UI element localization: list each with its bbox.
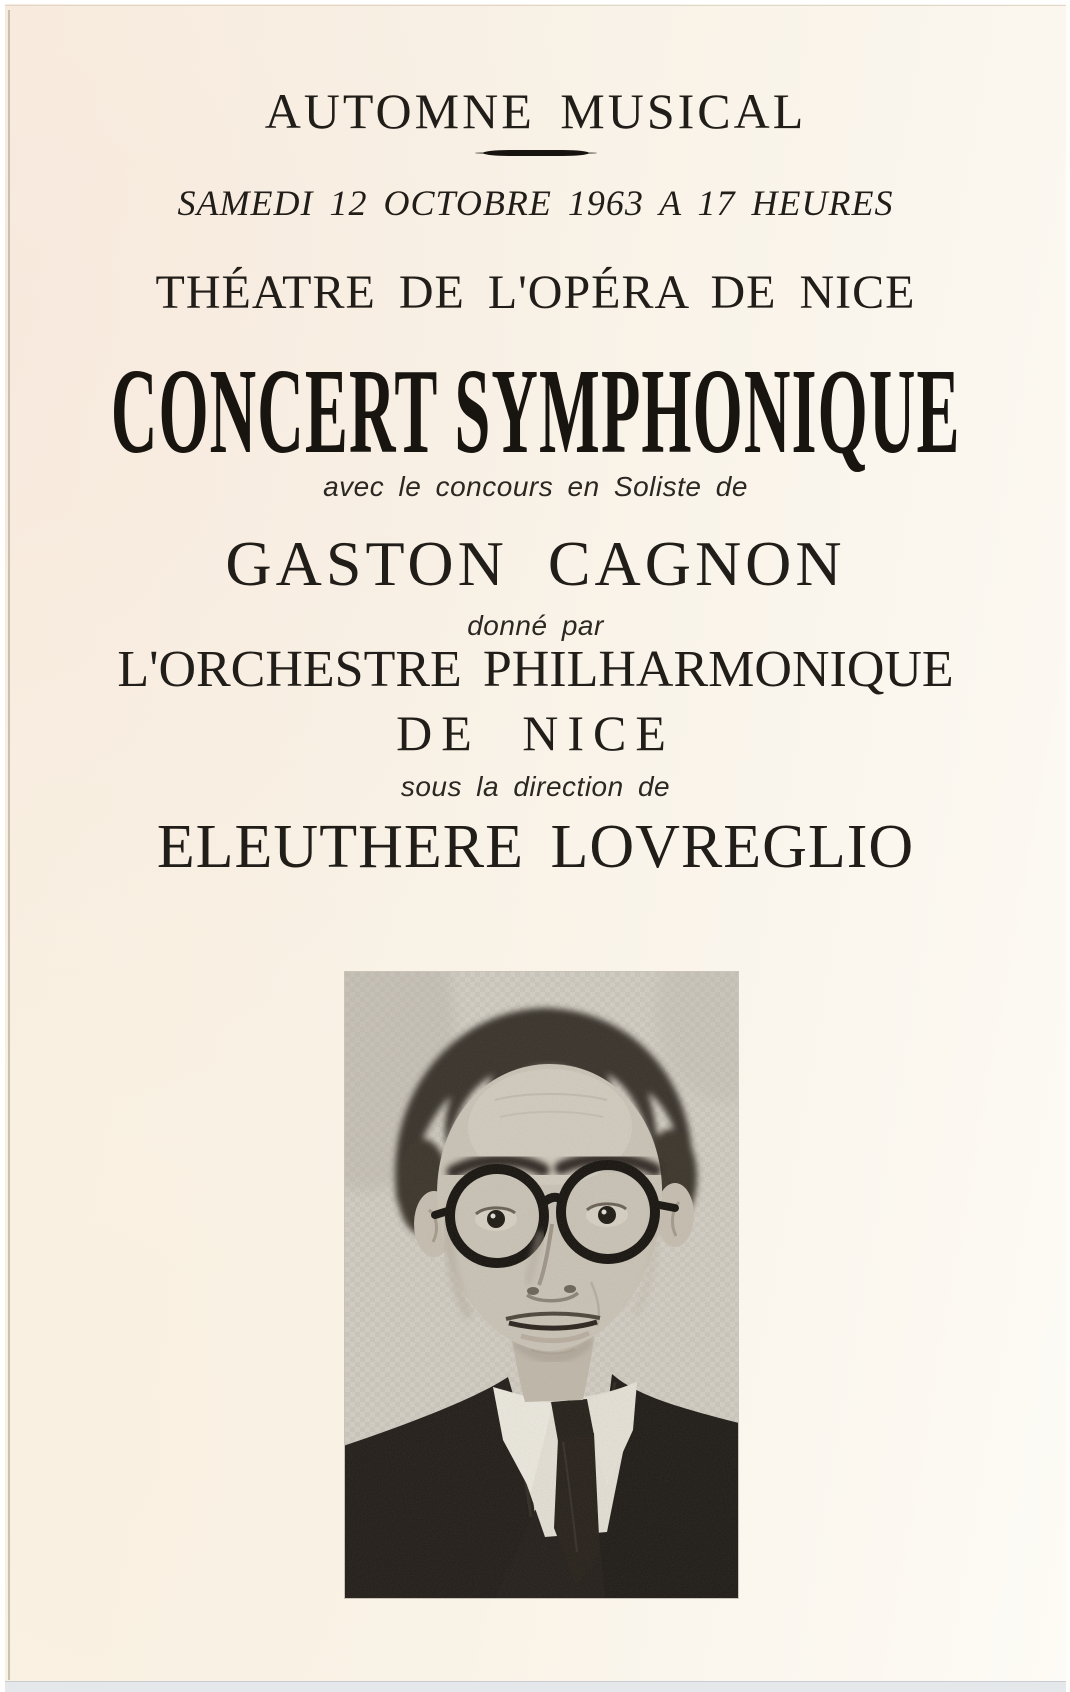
- conductor-name: ELEUTHERE LOVREGLIO: [156, 813, 915, 881]
- conductor-portrait-illustration: [345, 972, 738, 1598]
- event-title-row: [5, 343, 1066, 479]
- event-title: CONCERT SYMPHONIQUE: [110, 343, 961, 479]
- date-line: SAMEDI 12 OCTOBRE 1963 A 17 HEURES: [177, 183, 894, 223]
- given-by-line: donné par: [467, 610, 604, 641]
- soloist-intro: avec le concours en Soliste de: [323, 471, 748, 502]
- scan-top-edge-line: [5, 5, 1066, 6]
- soloist-name: GASTON CAGNON: [225, 528, 846, 599]
- conductor-photo: [345, 972, 738, 1598]
- direction-intro: sous la direction de: [400, 771, 671, 802]
- venue-line: THÉATRE DE L'OPÉRA DE NICE: [155, 266, 916, 319]
- orchestra-name-line2: DE NICE: [396, 705, 675, 761]
- tapered-rule-ornament: [483, 150, 589, 156]
- photo-grain-overlay: [345, 972, 738, 1598]
- scan-bottom-strip: [5, 1681, 1066, 1692]
- festival-title: AUTOMNE MUSICAL: [264, 83, 807, 139]
- orchestra-name-line1: L'ORCHESTRE PHILHARMONIQUE: [117, 641, 954, 698]
